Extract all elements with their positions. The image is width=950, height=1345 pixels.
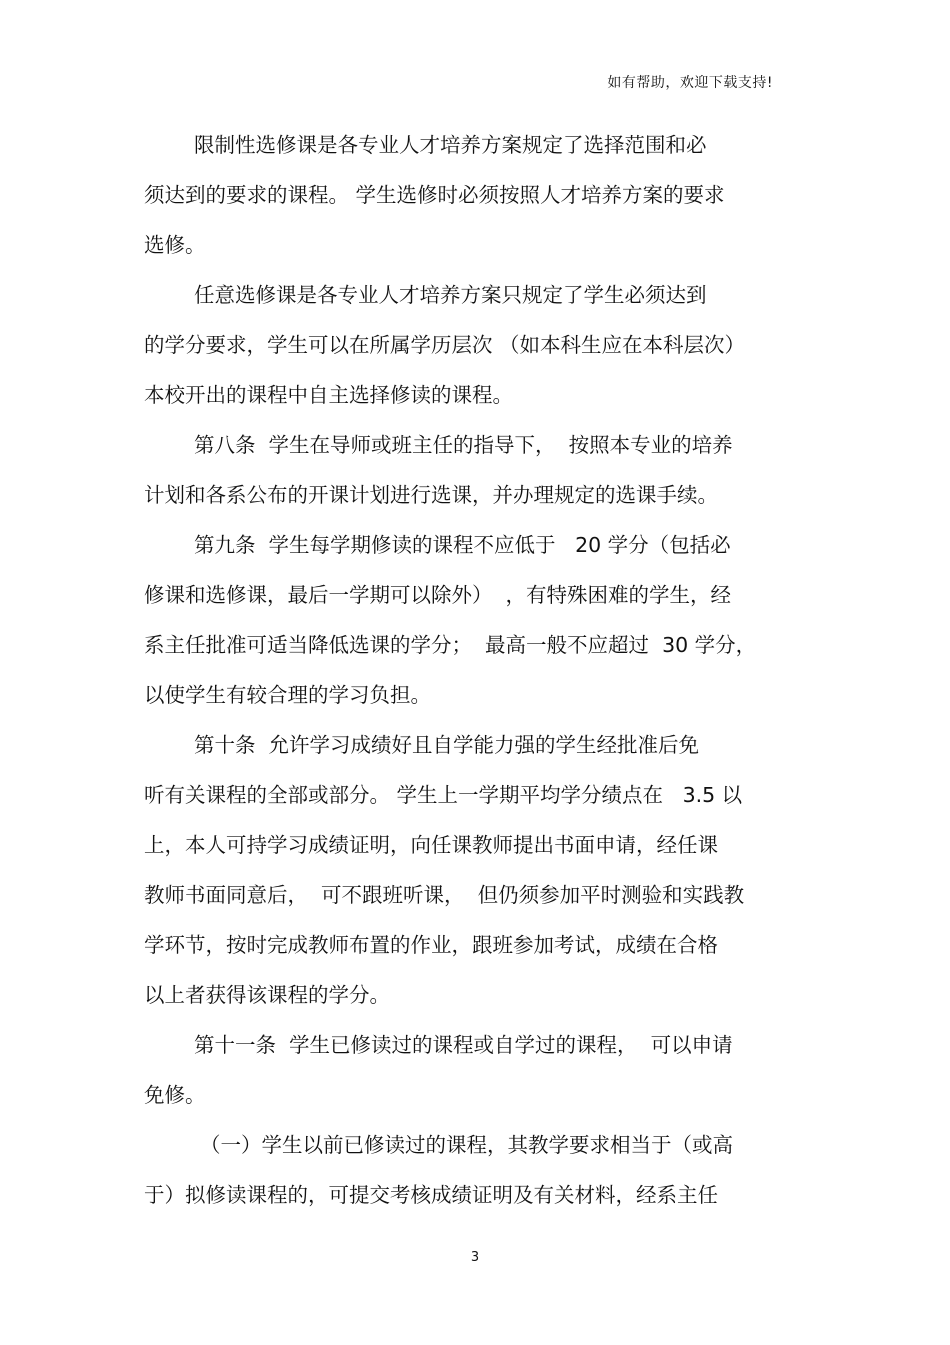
paragraph-line: 须达到的要求的课程。 学生选修时必须按照人才培养方案的要求 [144,183,725,207]
paragraph-line: 以使学生有较合理的学习负担。 [144,683,431,707]
paragraph-line: 选修。 [144,233,206,257]
paragraph-line: 第九条 学生每学期修读的课程不应低于 20 学分（包括必 [194,533,731,557]
paragraph-line: 第十条 允许学习成绩好且自学能力强的学生经批准后免 [194,733,700,757]
paragraph-line: 的学分要求，学生可以在所属学历层次 （如本科生应在本科层次） [144,333,746,357]
page-number: 3 [470,1250,480,1265]
paragraph-line: （一）学生以前已修读过的课程，其教学要求相当于（或高 [200,1133,733,1157]
paragraph-line: 于）拟修读课程的，可提交考核成绩证明及有关材料，经系主任 [144,1183,718,1207]
paragraph-line: 修课和选修课，最后一学期可以除外） ，有特殊困难的学生，经 [144,583,732,607]
paragraph-line: 上，本人可持学习成绩证明，向任课教师提出书面申请，经任课 [144,833,718,857]
paragraph-line: 系主任批准可适当降低选课的学分； 最高一般不应超过 30 学分， [144,633,757,657]
paragraph-line: 本校开出的课程中自主选择修读的课程。 [144,383,513,407]
header-note: 如有帮助，欢迎下载支持! [607,75,773,91]
paragraph-line: 以上者获得该课程的学分。 [144,983,390,1007]
paragraph-line: 学环节，按时完成教师布置的作业，跟班参加考试，成绩在合格 [144,933,718,957]
paragraph-line: 听有关课程的全部或部分。 学生上一学期平均学分绩点在 3.5 以 [144,783,743,807]
paragraph-line: 第八条 学生在导师或班主任的指导下， 按照本专业的培养 [194,433,733,457]
paragraph-line: 第十一条 学生已修读过的课程或自学过的课程， 可以申请 [194,1033,733,1057]
paragraph-line: 计划和各系公布的开课计划进行选课，并办理规定的选课手续。 [144,483,718,507]
paragraph-line: 免修。 [144,1083,206,1107]
paragraph-line: 任意选修课是各专业人才培养方案只规定了学生必须达到 [194,283,707,307]
paragraph-line: 教师书面同意后， 可不跟班听课， 但仍须参加平时测验和实践教 [144,883,745,907]
paragraph-line: 限制性选修课是各专业人才培养方案规定了选择范围和必 [194,133,707,157]
